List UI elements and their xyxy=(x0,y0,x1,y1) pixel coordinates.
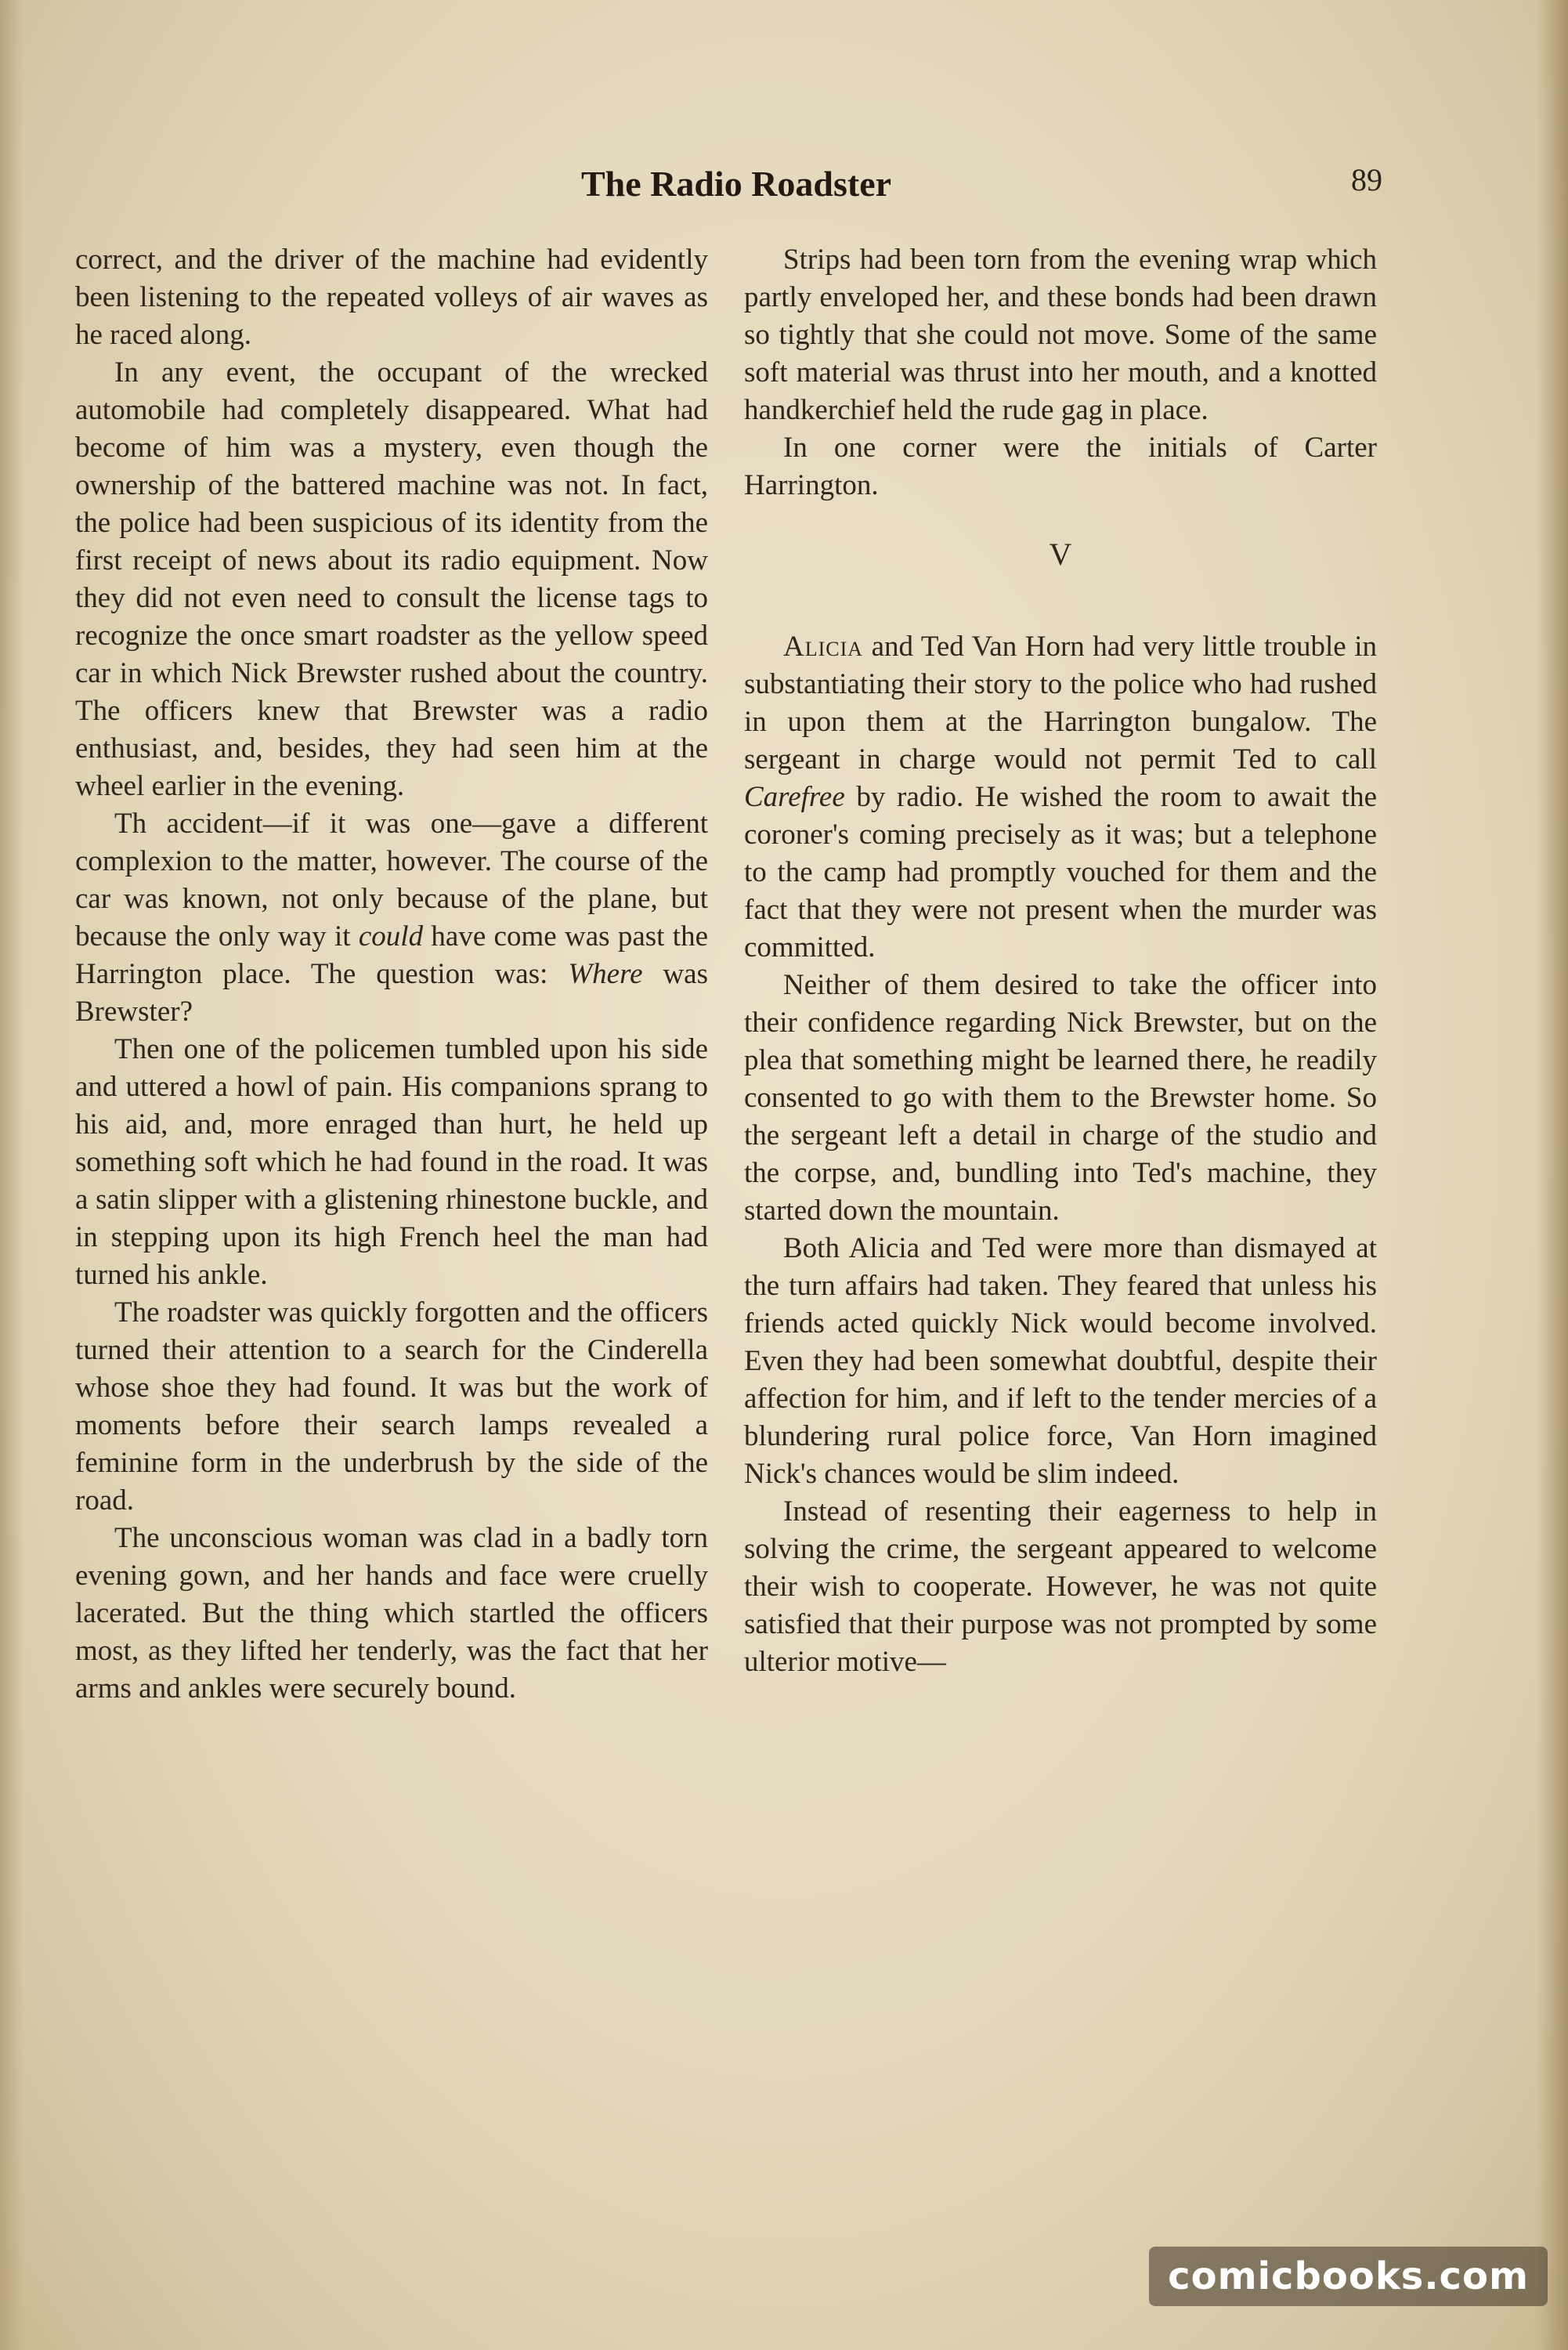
paragraph: Then one of the policemen tumbled upon his side and uttered a howl of pain. His companions sprang to his aid, and, more enraged than hurt, he held up something soft which he had found in the road. It was a satin slipper with a glistening rhinestone buckle, and in stepping upon its high French heel the man had turned his ankle. xyxy=(75,1033,708,1291)
right-column xyxy=(744,241,1377,1681)
page-edge-shadow-left xyxy=(0,0,23,2350)
italic-word: Where xyxy=(568,958,643,990)
text-run: was Brewster? xyxy=(75,958,708,1028)
paragraph: Instead of resenting their eagerness to help in solving the crime, the sergeant appeared to welcome their wish to cooperate. However, he was not quite satisfied that their purpose was not prompted by some ulterior motive— xyxy=(744,1495,1377,1678)
paragraph: Neither of them desired to take the officer into their confidence regarding Nick Brewster, but on the plea that something might be learned there, he readily consented to go with them to the Brewster home. So the sergeant left a detail in charge of the studio and the corpse, and, bundling into Ted's machine, they started down the mountain. xyxy=(744,969,1377,1227)
small-caps-word: Alicia xyxy=(783,631,864,663)
paragraph xyxy=(75,805,708,1031)
text-run: have come was past the Harrington place. The question was: xyxy=(75,920,708,990)
running-head xyxy=(0,157,1568,212)
section-numeral: V xyxy=(1049,537,1072,572)
paragraph: In one corner were the initials of Carter Harrington. xyxy=(744,432,1377,501)
page-edge-shadow-right xyxy=(1537,0,1568,2350)
paragraph: In any event, the occupant of the wrecked automobile had completely disappeared. What had become of him was a mystery, even though the ownership of the battered machine was not. In fact, the police had been suspicious of its identity from the first receipt of news about its radio equipment. Now they did not even need to consult the license tags to recognize the once smart roadster as the yellow speed car in which Nick Brewster rushed about the country. The officers knew that Brewster was a radio enthusiast, and, besides, they had seen him at the wheel earlier in the evening. xyxy=(75,356,708,802)
paragraph: The roadster was quickly forgotten and the officers turned their attention to a search for the Cinderella whose shoe they had found. It was but the work of moments before their search lamps revealed a feminine form in the underbrush by the side of the road. xyxy=(75,1296,708,1517)
text-run: by radio. He wished the room to await the coroner's coming precisely as it was; but a telephone to the camp had promptly vouched for them and the fact that they were not present when the murder was committed. xyxy=(744,781,1377,964)
text-run: and Ted Van Horn had very little trouble in substantiating their story to the police who had rushed in upon them at the Harrington bungalow. The sergeant in charge would not permit Ted to call xyxy=(744,631,1377,776)
italic-word: Carefree xyxy=(744,781,845,813)
left-column xyxy=(75,241,708,1708)
paragraph xyxy=(744,628,1377,967)
text-run: Th accident—if it was one—gave a different complexion to the matter, however. The course of the car was known, not only because of the plane, but because the only way it xyxy=(75,808,708,953)
paragraph: The unconscious woman was clad in a badly torn evening gown, and her hands and face were cruelly lacerated. But the thing which startled the officers most, as they lifted her tenderly, was the fact that her arms and ankles were securely bound. xyxy=(75,1522,708,1705)
italic-word: could xyxy=(358,920,424,953)
paragraph: correct, and the driver of the machine had evidently been listening to the repeated volleys of air waves as he raced along. xyxy=(75,244,708,351)
page-number: 89 xyxy=(1351,162,1382,197)
paragraph: Both Alicia and Ted were more than dismayed at the turn affairs had taken. They feared that unless his friends acted quickly Nick would become involved. Even they had been somewhat doubtful, despite their affection for him, and if left to the tender mercies of a blundering rural police force, Van Horn imagined Nick's chances would be slim indeed. xyxy=(744,1232,1377,1490)
paragraph: Strips had been torn from the evening wrap which partly enveloped her, and these bonds had been drawn so tightly that she could not move. Some of the same soft material was thrust into her mouth, and a knotted handkerchief held the rude gag in place. xyxy=(744,244,1377,426)
watermark: comicbooks.com xyxy=(1149,2247,1548,2306)
book-title: The Radio Roadster xyxy=(580,164,892,204)
